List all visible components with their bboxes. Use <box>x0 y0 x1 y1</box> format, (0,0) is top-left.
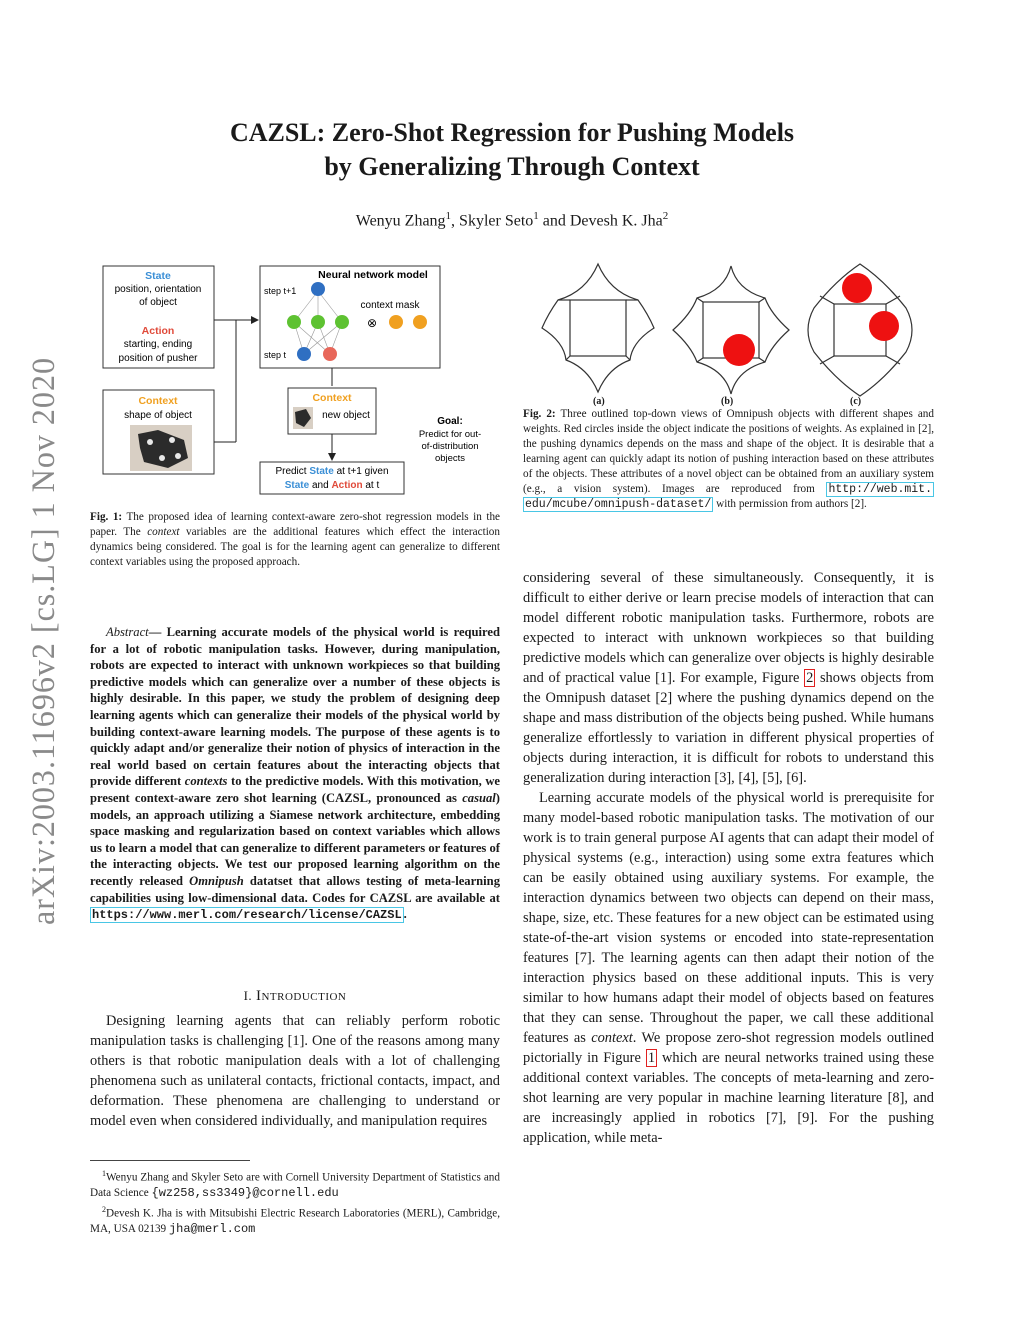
omnipush-link-part-1[interactable]: http://web.mit. <box>828 483 932 496</box>
figure-1-caption-italic: context <box>147 526 180 538</box>
object-photo <box>130 425 192 471</box>
goal-line-1: Predict for out- <box>418 429 482 440</box>
footnote-rule <box>90 1160 250 1161</box>
intro-paragraph-2-a: considering several of these simultaneously. Consequently, it is difficult to either derive or learn precise models of interaction that can model different robotic manipulation tasks. Furthermore, robots are expected to interact with unknown workpieces so that building predictive models which can generalize over objects is highly desirable and of practical value [1]. For example, Figure <box>523 570 934 686</box>
action-title: Action <box>141 325 175 337</box>
footnote-1-mark: 1 <box>102 1169 106 1178</box>
new-object-context-title: Context <box>312 392 352 404</box>
omnipush-object-b <box>673 266 789 394</box>
paper-title <box>150 116 874 184</box>
figure-2-label-a: (a) <box>593 396 605 407</box>
goal-title: Goal: <box>437 416 463 427</box>
intro-paragraph-3-italic: context <box>591 1030 633 1046</box>
intro-left-column <box>90 1011 500 1131</box>
author-list <box>150 210 874 230</box>
intro-paragraph-3-c: which are neural networks trained using these additional context variables. The concepts of meta-learning and zero-shot learning are very popular in machine learning literature [8], and are increasingly applied in robotics [7], [9]. For the pushing application, while meta- <box>523 1050 934 1146</box>
author-3-mark: 2 <box>662 210 669 222</box>
mask-node-1 <box>389 315 403 329</box>
state-title: State <box>145 270 171 282</box>
abstract-text-5: . <box>403 907 407 922</box>
new-object-label: new object <box>322 410 370 421</box>
intro-paragraph-1: Designing learning agents that can reliably perform robotic manipulation tasks is challenging [1]. One of the reasons among many others is that robotic manipulation deals with a lot of challenging phenomena such as unilateral contacts, frictional contacts, impact, and deformation. These phenomena are challenging to understand or model even when considered individually, and manipulation requires <box>90 1013 500 1129</box>
goal-line-3: objects <box>434 453 466 464</box>
weight-c-right <box>869 311 899 341</box>
hidden-node-1 <box>287 315 301 329</box>
intro-paragraph-2 <box>523 568 934 788</box>
abstract-italic-2: casual <box>462 790 496 805</box>
abstract-italic-1: contexts <box>184 774 228 789</box>
weight-c-top <box>842 273 872 303</box>
figure-2-label: Fig. 2: <box>523 408 556 420</box>
title-line-2: by Generalizing Through Context <box>324 152 700 181</box>
figure-1-label: Fig. 1: <box>90 511 123 523</box>
figure-1-caption-text-a: The proposed idea of learning context-aware zero-shot regression models in the paper. The <box>90 511 500 538</box>
intro-paragraph-3-b: . We propose zero-shot regression models outlined pictorially in Figure <box>523 1030 934 1066</box>
state-desc-1: position, orientation <box>114 284 202 295</box>
figure-1-caption-text-b: variables are the additional features which effect the interaction dynamics being considered. The goal is for the learning agent can generalize to different context variables using the proposed approach. <box>90 526 500 568</box>
author-sep-2: and <box>538 212 570 230</box>
state-desc-2: of object <box>139 297 177 308</box>
abstract-text-1: Learning accurate models of the physical world is required for a lot of robotic manipulation tasks. However, during manipulation, robots are expected to interact with unknown workpieces so that building predictive models which can generalize over a number of these objects is highly desirable. In this paper, we study the problem of designing deep learning agents which can generalize their models of the physical world by building context-aware learning models. The purpose of these agents is to quickly adapt and/or generalize their notion of physics of interaction in the real world based on certain features about the interacting objects that provide different <box>90 625 501 789</box>
figure-1-caption <box>90 510 500 570</box>
mask-node-2 <box>413 315 427 329</box>
goal-line-2: of-distribution <box>421 441 479 452</box>
section-heading-rest: NTRODUCTION <box>261 991 347 1003</box>
figure-1-ref[interactable]: 1 <box>647 1050 656 1066</box>
footnote-1-email: {wz258,ss3349}@cornell.edu <box>151 1186 339 1201</box>
intro-paragraph-3 <box>523 788 934 1148</box>
figure-2-caption <box>523 407 934 512</box>
neural-network-box <box>260 266 440 368</box>
intro-right-column <box>523 568 934 1148</box>
omnipush-object-a <box>542 264 654 392</box>
intro-paragraph-3-a: Learning accurate models of the physical world is prerequisite for many model-based robotic manipulation tasks. The motivation of our work is to train general purpose AI agents that can adapt their model of physical systems (e.g., interaction) using some extra features which can be easily obtained using auxiliary systems. For example, the interaction dynamics between two objects can depend on their mass, shape, size, etc. These features for a new object can be estimated using state-of-the-art vision systems or encoded into state-representation features [7]. The learning agents can then adapt their notion of the interaction physics based on these additional inputs. This is very similar to how humans adapt their model of objects based on features that they can sense. Throughout the paper, we call these additional features as <box>523 790 934 1046</box>
footnote-2 <box>90 1202 500 1238</box>
context-desc: shape of object <box>124 410 192 421</box>
action-desc-1: starting, ending <box>123 339 193 350</box>
figure-2-label-c: (c) <box>850 396 862 407</box>
code-link[interactable]: https://www.merl.com/research/license/CAZSL <box>92 908 402 923</box>
figure-2-ref[interactable]: 2 <box>806 670 814 686</box>
figure-1-diagram <box>90 262 500 497</box>
step-t-label: step t <box>264 350 287 360</box>
new-object-icon <box>293 407 313 429</box>
abstract-dash: — <box>148 625 167 639</box>
figure-2-caption-end: with permission from authors [2]. <box>713 498 867 510</box>
prediction-line-1: Predict State at t+1 given <box>275 466 389 477</box>
footnote-1-text: Wenyu Zhang and Skyler Seto are with Cornell University Department of Statistics and Data Science <box>90 1171 500 1200</box>
intro-paragraph-2-b: shows objects from the Omnipush dataset [2] where the pushing dynamics depend on the shape and mass distribution of the objects being pushed. While humans generalize effortlessly to variation in different physical properties of objects during interaction, it is difficult for robots to understand this generalization during interaction [3], [4], [5], [6]. <box>523 670 934 786</box>
omnipush-link-part-2[interactable]: edu/mcube/omnipush-dataset/ <box>525 498 712 511</box>
author-3: Devesh K. Jha <box>569 212 663 230</box>
arxiv-id: arXiv:2003.11696v2 [cs.LG] 1 Nov 2020 <box>26 355 62 925</box>
input-node-action <box>323 347 337 361</box>
footnotes <box>90 1166 500 1237</box>
abstract <box>90 624 500 924</box>
author-1: Wenyu Zhang <box>355 212 446 230</box>
abstract-text-2: to the predictive models. With this motivation, we present context-aware zero shot learning (CAZSL, pronounced as <box>90 774 501 805</box>
mask-multiply-symbol: ⊗ <box>366 316 378 330</box>
section-heading-introduction <box>90 988 500 1005</box>
figure-2-label-b: (b) <box>721 396 734 407</box>
context-mask-label: context mask <box>360 300 420 311</box>
prediction-line-2: State and Action at t <box>284 480 380 491</box>
hidden-node-3 <box>335 315 349 329</box>
author-2: Skyler Seto <box>459 212 534 230</box>
nn-title: Neural network model <box>318 269 428 281</box>
abstract-text-3: ) models, an approach utilizing a Siamese network architecture, embedding space masking and regularization based on context variables which allows us to learn a model that can generalize to different parameters or features of the interacting objects. We test our proposed learning algorithm on the recently released <box>90 790 500 888</box>
arxiv-stamp <box>18 355 66 925</box>
figure-2 <box>523 258 934 408</box>
abstract-lead: Abstract <box>106 625 149 639</box>
output-node <box>311 282 325 296</box>
figure-2-images <box>523 258 934 408</box>
author-2-mark: 1 <box>533 210 539 222</box>
author-1-mark: 1 <box>445 210 452 222</box>
figure-2-caption-text: Three outlined top-down views of Omnipush objects with different shapes and weights. Red circles inside the object indicate the positions of weights. As explained in [2], the pushing dynamics depends on the mass and shape of the object. It is desirable that a learning agent can quickly adapt its notion of pushing interaction based on these attributes of the objects. These attributes of a novel object can be obtained from an auxiliary system (e.g., a vision system). Images are reproduced from <box>523 408 934 495</box>
input-node-state <box>297 347 311 361</box>
figure-1 <box>90 262 500 497</box>
footnote-2-email: jha@merl.com <box>168 1221 256 1236</box>
author-sep-1: , <box>451 212 460 230</box>
hidden-node-2 <box>311 315 325 329</box>
footnote-2-text: Devesh K. Jha is with Mitsubishi Electric Research Laboratories (MERL), Cambridge, MA, USA 02139 <box>90 1207 500 1235</box>
section-number: I. <box>243 988 256 1003</box>
step-t1-label: step t+1 <box>264 286 297 296</box>
action-desc-2: position of pusher <box>118 353 198 364</box>
title-line-1: CAZSL: Zero-Shot Regression for Pushing Models <box>229 118 795 147</box>
abstract-italic-3: Omnipush <box>189 873 244 888</box>
footnote-1 <box>90 1166 500 1202</box>
footnote-2-mark: 2 <box>102 1204 106 1214</box>
abstract-text-4: datatset that allows testing of meta-learning capabilities using low-dimensional data. Codes for CAZSL are available at <box>90 873 500 905</box>
weight-b <box>723 334 755 366</box>
section-heading-cap: I <box>255 988 262 1004</box>
context-title: Context <box>138 395 178 407</box>
